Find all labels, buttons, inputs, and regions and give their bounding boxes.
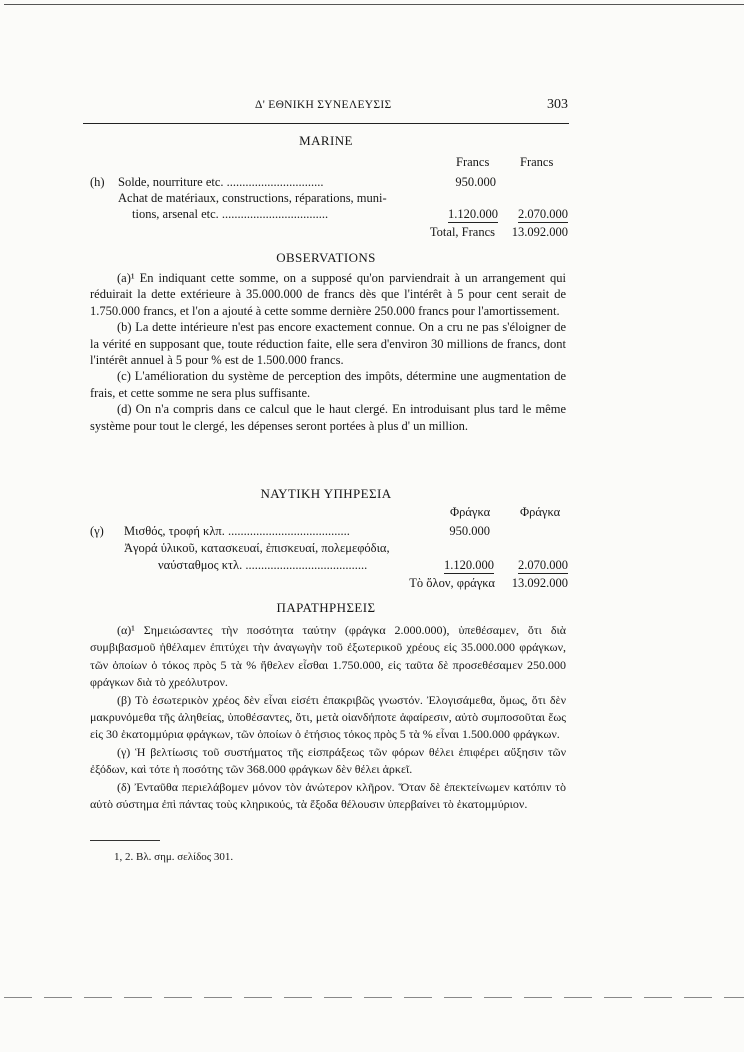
marine-col1-header: Francs <box>456 155 490 169</box>
remark-b: (β) Τὸ ἐσωτερικὸν χρέος δὲν εἶναι εἰσέτι ἐπακριβῶς γνωστόν. Ἐλογισάμεθα, ὅμως, ὅτι δὲν μακρυνόμεθα τῆς ἀληθείας, ὑποθέσαντες, ὅτι, μετὰ οἱανδήποτε ἀφαίρεσιν, αὐτὸ συμποσοῦται ἕως εἰς 30 ἑκατομμύρια φράγκων, τῶν ὁποίων ὁ ἐτήσιος τόκος πρὸς 5 τὰ % εἶναι 1.500.000 φράγκων. <box>90 692 566 742</box>
naval-row-b-value2: 2.070.000 <box>518 558 568 572</box>
naval-total-label: Τὸ ὅλον, φράγκα <box>409 576 495 590</box>
marine-row-h-value: 950.000 <box>455 175 496 189</box>
naval-row-b-value1: 1.120.000 <box>444 558 494 572</box>
naval-row-g-text: Μισθός, τροφή κλπ. ....................................... <box>124 524 350 538</box>
naval-row-g-label: (γ) <box>90 524 104 538</box>
remark-c: (γ) Ἡ βελτίωσις τοῦ συστήματος τῆς εἰσπράξεως τῶν φόρων θέλει ἐπιφέρει αὔξησιν τῶν ἐξόδων, καὶ τότε ἡ ποσότης τῶν 368.000 φράγκων δὲν θέλει ἀρκεῖ. <box>90 744 566 777</box>
footnote-rule <box>90 840 160 841</box>
observation-c: (c) L'amélioration du système de perception des impôts, détermine une augmentation de frais, et cette somme ne sera plus suffisante. <box>90 369 566 400</box>
marine-total-value: 13.092.000 <box>511 225 568 239</box>
marine-total-label: Total, Francs <box>429 225 495 239</box>
naval-row-b-text-line2: ναύσταθμος κτλ. ....................................... <box>158 558 368 572</box>
marine-row-h-label: (h) <box>90 175 105 189</box>
naval-row-g-value: 950.000 <box>449 524 490 538</box>
footnote: 1, 2. Βλ. σημ. σελίδος 301. <box>114 851 234 863</box>
observation-a: (a)¹ En indiquant cette somme, on a supposé qu'on parviendrait à un arrangement qui réduirait la dette extérieure à 35.000.000 de francs dès que l'intérêt à 5 pour cent serait de 1.750.000 francs, et l'on a ajouté à cette somme dernière 250.000 francs pour l'amortissement. <box>90 271 566 318</box>
scan-top-rule <box>4 4 744 5</box>
marine-col2-header: Francs <box>520 155 554 169</box>
remark-d: (δ) Ἐνταῦθα περιελάβομεν μόνον τὸν ἀνώτερον κλῆρον. Ὅταν δὲ ἐπεκτείνωμεν κατόπιν τὸ αὐτὸ σύστημα ἐπὶ πάντας τοὺς κληρικούς, τὰ ἔξοδα θέλουσιν ὑπερβαίνει τὸ ἑκατομμύριον. <box>90 779 566 812</box>
header-rule <box>83 123 569 124</box>
marine-row-h-text: Solde, nourriture etc. ............................... <box>118 175 324 189</box>
remark-a: (α)¹ Σημειώσαντες τὴν ποσότητα ταύτην (φράγκα 2.000.000), ὑπεθέσαμεν, ὅτι διὰ συμβιβασμοῦ ἠθέλαμεν ἐπιτύχει τὴν ἀναγωγὴν τοῦ ἐξωτερικοῦ χρέους εἰς 35.000.000 φράγκων, τῶν ὁποίων ὁ τόκος πρὸς 5 τὰ % ἤθελεν εἶσθαι 1.750.000, εἰς ταῦτα δὲ προσεθέσαμεν 250.000 φράγκων διὰ τὸ χρεόλυτρον. <box>90 623 566 690</box>
marine-row-a-text-line1: Achat de matériaux, constructions, réparations, muni- <box>118 191 387 205</box>
section-title-remarks: ΠΑΡΑΤΗΡΗΣΕΙΣ <box>276 600 376 615</box>
marine-row-a-value1: 1.120.000 <box>448 207 498 221</box>
section-title-observations: OBSERVATIONS <box>276 250 376 265</box>
naval-col1-header: Φράγκα <box>450 505 491 519</box>
observation-b: (b) La dette intérieure n'est pas encore exactement connue. On a cru ne pas s'éloigner de la vérité en supposant que, toute réduction faite, elle sera d'environ 30 millions de francs, dont l'intérêt annuel à 5 pour % est de 1.500.000 francs. <box>90 320 566 368</box>
marine-row-a-text-line2: tions, arsenal etc. .................................. <box>132 207 329 221</box>
section-title-naval: ΝΑΥΤΙΚΗ ΥΠΗΡΕΣΙΑ <box>260 486 392 501</box>
naval-row-b-text-line1: Ἀγορά ὑλικοῦ, κατασκευαί, ἐπισκευαί, πολεμεφόδια, <box>124 541 390 555</box>
scan-bottom-dashes <box>4 997 744 998</box>
remarks-text <box>90 622 566 813</box>
running-title: Δ' ΕΘΝΙΚΗ ΣΥΝΕΛΕΥΣΙΣ <box>255 99 392 111</box>
naval-total-value: 13.092.000 <box>511 576 568 590</box>
observations-text <box>90 270 566 434</box>
marine-row-a-value2: 2.070.000 <box>518 207 568 221</box>
section-title-marine: MARINE <box>299 133 353 148</box>
naval-col2-header: Φράγκα <box>520 505 561 519</box>
page-number: 303 <box>547 97 568 112</box>
observation-d: (d) On n'a compris dans ce calcul que le haut clergé. En introduisant plus tard le même système pour tout le clergé, les dépenses seront portées à plus d' un million. <box>90 402 566 433</box>
